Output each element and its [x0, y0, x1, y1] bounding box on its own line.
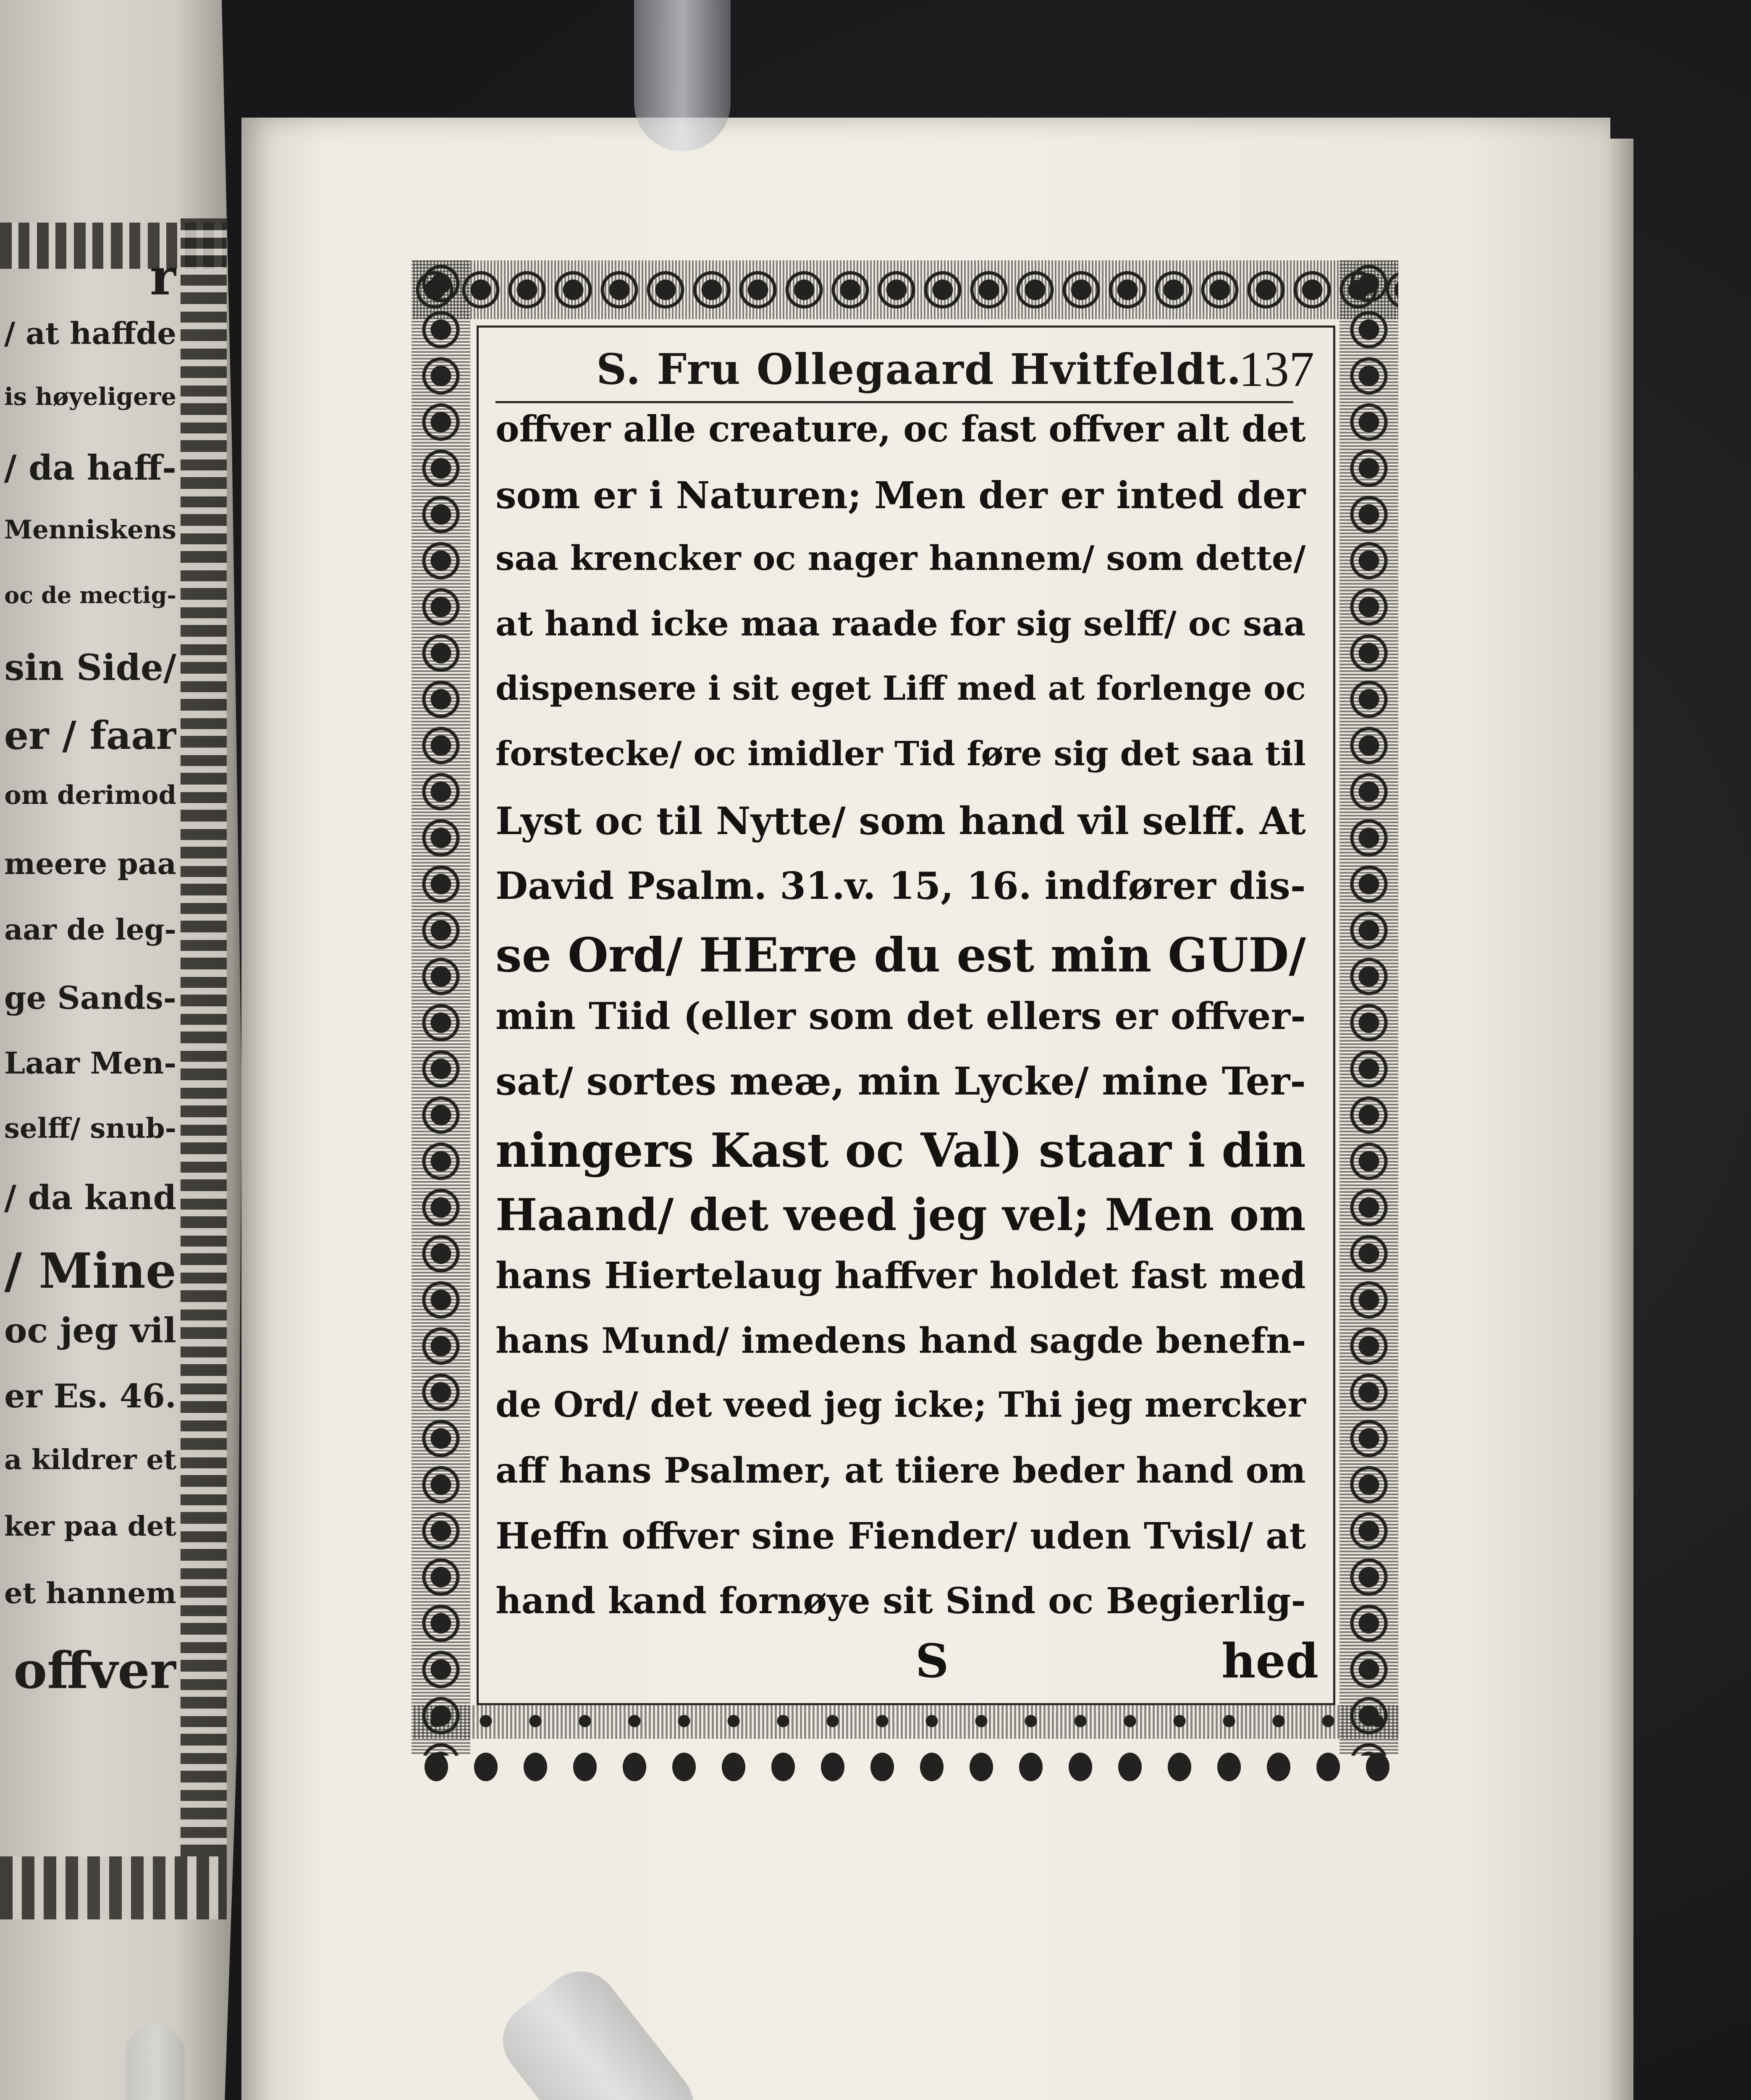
- catchword: hed: [1222, 1634, 1318, 1689]
- left-page-line: er / faar: [4, 713, 176, 758]
- book-clamp-left: [126, 2024, 185, 2100]
- left-page-line: sin Side/: [4, 647, 176, 689]
- text-line: David Psalm. 31.v. 15, 16. indfører dis-: [495, 864, 1306, 908]
- left-page-line: meere paa: [4, 846, 176, 881]
- left-page-line: ker paa det: [4, 1510, 176, 1542]
- ornament-border-top: [412, 260, 1398, 319]
- text-line: saa krencker oc nager hannem/ som dette/: [495, 538, 1306, 578]
- left-page-line: er Es. 46.: [4, 1377, 176, 1415]
- left-page-line: om derimod: [4, 780, 176, 810]
- left-page-line: Laar Men-: [4, 1045, 176, 1081]
- text-line: de Ord/ det veed jeg icke; Thi jeg mercker: [495, 1385, 1306, 1425]
- left-page-line: / da haff-: [4, 448, 176, 488]
- left-page-text: [0, 235, 176, 1756]
- text-line: hans Hiertelaug haffver holdet fast med: [495, 1255, 1306, 1297]
- text-line: Lyst oc til Nytte/ som hand vil selff. At: [495, 799, 1306, 843]
- text-line: offver alle creature, oc fast offver alt det: [495, 408, 1306, 450]
- text-line: Heffn offver sine Fiender/ uden Tvisl/ at: [495, 1515, 1306, 1557]
- text-line: aff hans Psalmer, at tiiere beder hand om: [495, 1450, 1306, 1491]
- running-head-title: S. Fru Ollegaard Hvitfeldt.: [596, 344, 1242, 394]
- text-line: hans Mund/ imedens hand sagde benefn-: [495, 1320, 1306, 1361]
- left-page-line: / da kand: [4, 1178, 176, 1217]
- ornament-border-left: [412, 260, 470, 1756]
- left-page-line: / Mine: [4, 1243, 176, 1299]
- left-page-line: is høyeligere: [4, 382, 176, 411]
- left-page-line: oc de mectig-: [4, 582, 176, 609]
- text-line: forstecke/ oc imidler Tid føre sig det saa til: [495, 734, 1306, 773]
- ornament-border-right: [1339, 260, 1398, 1756]
- ornament-border-bottom: [412, 1705, 1398, 1793]
- text-line: at hand icke maa raade for sig selff/ oc saa: [495, 604, 1306, 643]
- text-line: som er i Naturen; Men der er inted der: [495, 473, 1306, 517]
- text-line: sat/ sortes meæ, min Lycke/ mine Ter-: [495, 1059, 1306, 1104]
- signature-mark: S: [915, 1634, 949, 1688]
- left-page-line: aar de leg-: [4, 913, 176, 947]
- left-page-line: oc jeg vil: [4, 1310, 176, 1351]
- page-edge: [1610, 139, 1633, 2100]
- left-page-line: et hannem: [4, 1576, 176, 1610]
- left-page-ornament-right: [181, 218, 227, 1856]
- text-line: se Ord/ HErre du est min GUD/: [495, 928, 1306, 983]
- text-line: min Tiid (eller som det ellers er offver-: [495, 994, 1306, 1038]
- page-number: 137: [1239, 341, 1314, 397]
- left-page-line: a kildrer et: [4, 1444, 176, 1476]
- head-rule: [495, 401, 1293, 403]
- text-line: ningers Kast oc Val) staar i din: [495, 1124, 1306, 1178]
- book-clamp-top: [634, 0, 731, 151]
- left-page-line: / at haffde: [4, 315, 176, 351]
- text-line: hand kand fornøye sit Sind oc Begierlig-: [495, 1580, 1306, 1622]
- left-page-line: selff/ snub-: [4, 1112, 176, 1144]
- text-block: [483, 332, 1331, 1701]
- running-head: [483, 332, 1331, 403]
- left-page-line: Menniskens: [4, 515, 176, 545]
- left-page-line: r: [149, 247, 176, 307]
- left-page-line: offver: [13, 1641, 176, 1700]
- left-page-ornament-bottom: [0, 1856, 227, 1919]
- text-line: dispensere i sit eget Liff med at forlenge oc: [495, 669, 1306, 708]
- left-page-line: ge Sands-: [4, 979, 176, 1016]
- text-line: Haand/ det veed jeg vel; Men om: [495, 1189, 1306, 1241]
